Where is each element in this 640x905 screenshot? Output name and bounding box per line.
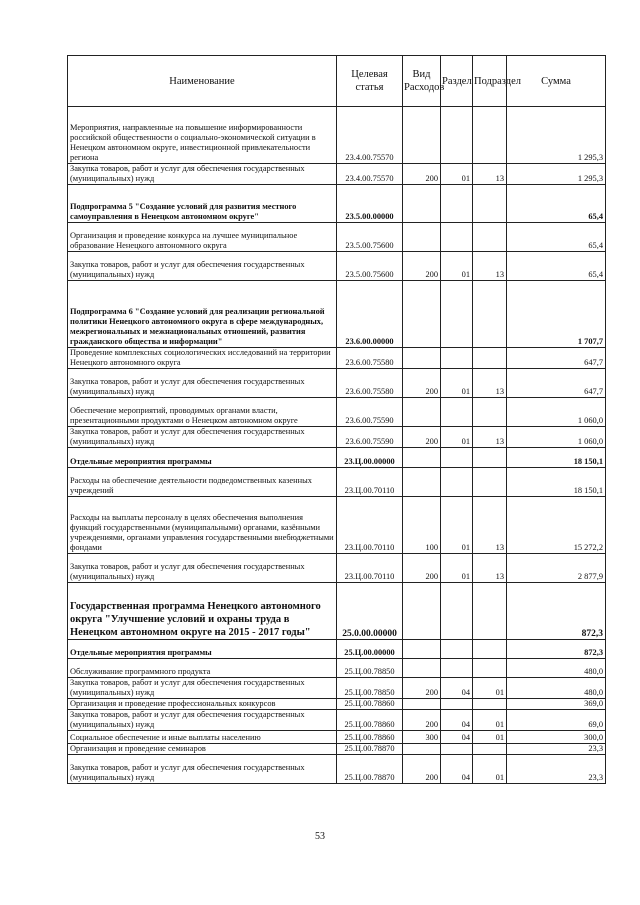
header-target: Целевая статья bbox=[337, 56, 403, 107]
row-subsection-cell bbox=[473, 185, 507, 223]
table-row bbox=[68, 554, 606, 583]
table-row bbox=[68, 164, 606, 185]
row-target-cell: 23.6.00.75580 bbox=[337, 369, 403, 398]
row-target-cell: 25.Ц.00.78860 bbox=[337, 699, 403, 710]
page-number: 53 bbox=[315, 831, 325, 842]
row-amount-cell: 1 295,3 bbox=[507, 164, 606, 185]
row-target-cell: 23.6.00.75590 bbox=[337, 398, 403, 427]
row-amount-cell: 1 295,3 bbox=[507, 107, 606, 164]
row-name-cell: Закупка товаров, работ и услуг для обеспечения государственных (муниципальных) нужд bbox=[68, 164, 337, 185]
row-section-cell bbox=[441, 398, 473, 427]
row-section-cell bbox=[441, 281, 473, 348]
header-subsection: Подраздел bbox=[473, 56, 507, 107]
table-row bbox=[68, 497, 606, 554]
row-section-cell bbox=[441, 468, 473, 497]
header-section: Раздел bbox=[441, 56, 473, 107]
row-target-cell: 23.6.00.00000 bbox=[337, 281, 403, 348]
row-expense-type-cell: 200 bbox=[403, 678, 441, 699]
row-expense-type-cell bbox=[403, 699, 441, 710]
table-row bbox=[68, 281, 606, 348]
row-name-cell: Закупка товаров, работ и услуг для обеспечения государственных (муниципальных) нужд bbox=[68, 710, 337, 731]
row-expense-type-cell bbox=[403, 107, 441, 164]
row-name-cell: Закупка товаров, работ и услуг для обеспечения государственных (муниципальных) нужд bbox=[68, 755, 337, 784]
row-expense-type-cell: 200 bbox=[403, 164, 441, 185]
row-subsection-cell: 01 bbox=[473, 678, 507, 699]
row-amount-cell: 1 060,0 bbox=[507, 427, 606, 448]
row-subsection-cell: 01 bbox=[473, 755, 507, 784]
table-row bbox=[68, 583, 606, 640]
row-name-cell: Обеспечение мероприятий, проводимых органами власти, презентационными продуктами о Ненецком автономном округе bbox=[68, 398, 337, 427]
row-amount-cell: 65,4 bbox=[507, 223, 606, 252]
row-target-cell: 25.Ц.00.78870 bbox=[337, 744, 403, 755]
row-name-cell: Мероприятия, направленные на повышение информированности российской общественности о социально-экономической ситуации в Ненецком автономном округе, инвестиционной привлекательности региона bbox=[68, 107, 337, 164]
row-section-cell: 01 bbox=[441, 554, 473, 583]
row-section-cell bbox=[441, 107, 473, 164]
row-expense-type-cell bbox=[403, 640, 441, 659]
row-name-cell: Закупка товаров, работ и услуг для обеспечения государственных (муниципальных) нужд bbox=[68, 554, 337, 583]
row-target-cell: 23.5.00.00000 bbox=[337, 185, 403, 223]
table-row bbox=[68, 640, 606, 659]
row-subsection-cell bbox=[473, 448, 507, 468]
row-target-cell: 25.Ц.00.78860 bbox=[337, 731, 403, 744]
row-subsection-cell: 01 bbox=[473, 710, 507, 731]
row-expense-type-cell bbox=[403, 281, 441, 348]
row-name-cell: Расходы на обеспечение деятельности подведомственных казенных учреждений bbox=[68, 468, 337, 497]
row-subsection-cell bbox=[473, 107, 507, 164]
row-expense-type-cell bbox=[403, 185, 441, 223]
row-subsection-cell bbox=[473, 348, 507, 369]
row-section-cell: 01 bbox=[441, 164, 473, 185]
row-subsection-cell: 13 bbox=[473, 164, 507, 185]
row-amount-cell: 18 150,1 bbox=[507, 448, 606, 468]
row-section-cell bbox=[441, 448, 473, 468]
row-section-cell bbox=[441, 583, 473, 640]
row-section-cell bbox=[441, 699, 473, 710]
row-amount-cell: 369,0 bbox=[507, 699, 606, 710]
row-target-cell: 23.6.00.75590 bbox=[337, 427, 403, 448]
row-name-cell: Отдельные мероприятия программы bbox=[68, 448, 337, 468]
row-section-cell: 04 bbox=[441, 755, 473, 784]
row-target-cell: 25.0.00.00000 bbox=[337, 583, 403, 640]
table-row bbox=[68, 699, 606, 710]
row-target-cell: 23.4.00.75570 bbox=[337, 107, 403, 164]
row-section-cell: 01 bbox=[441, 497, 473, 554]
row-section-cell: 01 bbox=[441, 427, 473, 448]
row-subsection-cell bbox=[473, 281, 507, 348]
row-name-cell: Организация и проведение профессиональных конкурсов bbox=[68, 699, 337, 710]
row-name-cell: Подпрограмма 5 "Создание условий для развития местного самоуправления в Ненецком автономном округе" bbox=[68, 185, 337, 223]
row-subsection-cell bbox=[473, 659, 507, 678]
header-amount: Сумма bbox=[507, 56, 606, 107]
table-row bbox=[68, 223, 606, 252]
row-section-cell bbox=[441, 348, 473, 369]
row-amount-cell: 23,3 bbox=[507, 744, 606, 755]
row-name-cell: Закупка товаров, работ и услуг для обеспечения государственных (муниципальных) нужд bbox=[68, 369, 337, 398]
table-row bbox=[68, 678, 606, 699]
row-expense-type-cell: 200 bbox=[403, 427, 441, 448]
row-target-cell: 23.5.00.75600 bbox=[337, 252, 403, 281]
row-amount-cell: 1 707,7 bbox=[507, 281, 606, 348]
row-target-cell: 23.Ц.00.70110 bbox=[337, 497, 403, 554]
row-name-cell: Расходы на выплаты персоналу в целях обеспечения выполнения функций государственными (муниципальными) органами, казёнными учреждениями, органами управления государственными внебюджетными фондами bbox=[68, 497, 337, 554]
row-expense-type-cell: 100 bbox=[403, 497, 441, 554]
row-section-cell: 04 bbox=[441, 710, 473, 731]
row-name-cell: Подпрограмма 6 "Создание условий для реализации региональной политики Ненецкого автономного округа в сфере международных, межрегиональных и межнациональных отношений, развития гражданского общества и информации" bbox=[68, 281, 337, 348]
table-row bbox=[68, 731, 606, 744]
row-name-cell: Организация и проведение конкурса на лучшее муниципальное образование Ненецкого автономного округа bbox=[68, 223, 337, 252]
row-subsection-cell bbox=[473, 468, 507, 497]
row-amount-cell: 15 272,2 bbox=[507, 497, 606, 554]
row-name-cell: Социальное обеспечение и иные выплаты населению bbox=[68, 731, 337, 744]
row-target-cell: 25.Ц.00.78870 bbox=[337, 755, 403, 784]
row-section-cell: 04 bbox=[441, 678, 473, 699]
row-expense-type-cell: 300 bbox=[403, 731, 441, 744]
row-section-cell: 01 bbox=[441, 252, 473, 281]
row-expense-type-cell bbox=[403, 744, 441, 755]
row-subsection-cell bbox=[473, 398, 507, 427]
row-subsection-cell bbox=[473, 699, 507, 710]
row-section-cell bbox=[441, 185, 473, 223]
row-target-cell: 25.Ц.00.78860 bbox=[337, 710, 403, 731]
row-section-cell bbox=[441, 744, 473, 755]
row-amount-cell: 65,4 bbox=[507, 185, 606, 223]
row-subsection-cell: 13 bbox=[473, 252, 507, 281]
row-subsection-cell bbox=[473, 640, 507, 659]
row-amount-cell: 18 150,1 bbox=[507, 468, 606, 497]
row-amount-cell: 647,7 bbox=[507, 348, 606, 369]
row-expense-type-cell bbox=[403, 398, 441, 427]
row-amount-cell: 2 877,9 bbox=[507, 554, 606, 583]
table-body bbox=[68, 107, 606, 784]
table-row bbox=[68, 398, 606, 427]
table-row bbox=[68, 427, 606, 448]
table-row bbox=[68, 755, 606, 784]
row-subsection-cell: 13 bbox=[473, 369, 507, 398]
table-row bbox=[68, 348, 606, 369]
table-row bbox=[68, 448, 606, 468]
table-row bbox=[68, 659, 606, 678]
row-section-cell bbox=[441, 223, 473, 252]
row-expense-type-cell bbox=[403, 348, 441, 369]
table-row bbox=[68, 185, 606, 223]
row-subsection-cell: 13 bbox=[473, 497, 507, 554]
row-name-cell: Государственная программа Ненецкого автономного округа "Улучшение условий и охраны труда в Ненецком автономном округе на 2015 - 2017 годы" bbox=[68, 583, 337, 640]
row-amount-cell: 300,0 bbox=[507, 731, 606, 744]
row-expense-type-cell: 200 bbox=[403, 369, 441, 398]
row-expense-type-cell bbox=[403, 659, 441, 678]
row-name-cell: Обслуживание программного продукта bbox=[68, 659, 337, 678]
row-section-cell bbox=[441, 640, 473, 659]
row-name-cell: Закупка товаров, работ и услуг для обеспечения государственных (муниципальных) нужд bbox=[68, 252, 337, 281]
row-subsection-cell: 01 bbox=[473, 731, 507, 744]
row-expense-type-cell bbox=[403, 468, 441, 497]
row-subsection-cell bbox=[473, 223, 507, 252]
row-amount-cell: 23,3 bbox=[507, 755, 606, 784]
table-row bbox=[68, 369, 606, 398]
row-subsection-cell bbox=[473, 744, 507, 755]
row-target-cell: 23.5.00.75600 bbox=[337, 223, 403, 252]
row-name-cell: Закупка товаров, работ и услуг для обеспечения государственных (муниципальных) нужд bbox=[68, 678, 337, 699]
row-name-cell: Отдельные мероприятия программы bbox=[68, 640, 337, 659]
header-name: Наименование bbox=[68, 56, 337, 107]
table-row bbox=[68, 107, 606, 164]
row-name-cell: Закупка товаров, работ и услуг для обеспечения государственных (муниципальных) нужд bbox=[68, 427, 337, 448]
table-row bbox=[68, 468, 606, 497]
row-expense-type-cell bbox=[403, 448, 441, 468]
row-target-cell: 23.Ц.00.70110 bbox=[337, 468, 403, 497]
row-expense-type-cell: 200 bbox=[403, 252, 441, 281]
budget-table bbox=[67, 55, 606, 784]
row-section-cell: 04 bbox=[441, 731, 473, 744]
row-amount-cell: 872,3 bbox=[507, 583, 606, 640]
row-subsection-cell: 13 bbox=[473, 554, 507, 583]
table-row bbox=[68, 710, 606, 731]
row-expense-type-cell bbox=[403, 223, 441, 252]
table-header-row bbox=[68, 56, 606, 107]
row-section-cell bbox=[441, 659, 473, 678]
table-row bbox=[68, 252, 606, 281]
row-name-cell: Проведение комплексных социологических исследований на территории Ненецкого автономного округа bbox=[68, 348, 337, 369]
row-subsection-cell bbox=[473, 583, 507, 640]
row-target-cell: 25.Ц.00.00000 bbox=[337, 640, 403, 659]
header-expense-type: Вид Расходов bbox=[403, 56, 441, 107]
row-amount-cell: 872,3 bbox=[507, 640, 606, 659]
row-target-cell: 23.Ц.00.70110 bbox=[337, 554, 403, 583]
row-target-cell: 23.4.00.75570 bbox=[337, 164, 403, 185]
row-expense-type-cell: 200 bbox=[403, 755, 441, 784]
row-expense-type-cell: 200 bbox=[403, 554, 441, 583]
row-expense-type-cell bbox=[403, 583, 441, 640]
table-row bbox=[68, 744, 606, 755]
row-amount-cell: 480,0 bbox=[507, 678, 606, 699]
row-target-cell: 25.Ц.00.78850 bbox=[337, 659, 403, 678]
row-section-cell: 01 bbox=[441, 369, 473, 398]
row-target-cell: 23.6.00.75580 bbox=[337, 348, 403, 369]
row-name-cell: Организация и проведение семинаров bbox=[68, 744, 337, 755]
row-amount-cell: 65,4 bbox=[507, 252, 606, 281]
row-amount-cell: 647,7 bbox=[507, 369, 606, 398]
row-amount-cell: 1 060,0 bbox=[507, 398, 606, 427]
row-subsection-cell: 13 bbox=[473, 427, 507, 448]
row-amount-cell: 69,0 bbox=[507, 710, 606, 731]
row-target-cell: 23.Ц.00.00000 bbox=[337, 448, 403, 468]
row-expense-type-cell: 200 bbox=[403, 710, 441, 731]
row-amount-cell: 480,0 bbox=[507, 659, 606, 678]
row-target-cell: 25.Ц.00.78850 bbox=[337, 678, 403, 699]
